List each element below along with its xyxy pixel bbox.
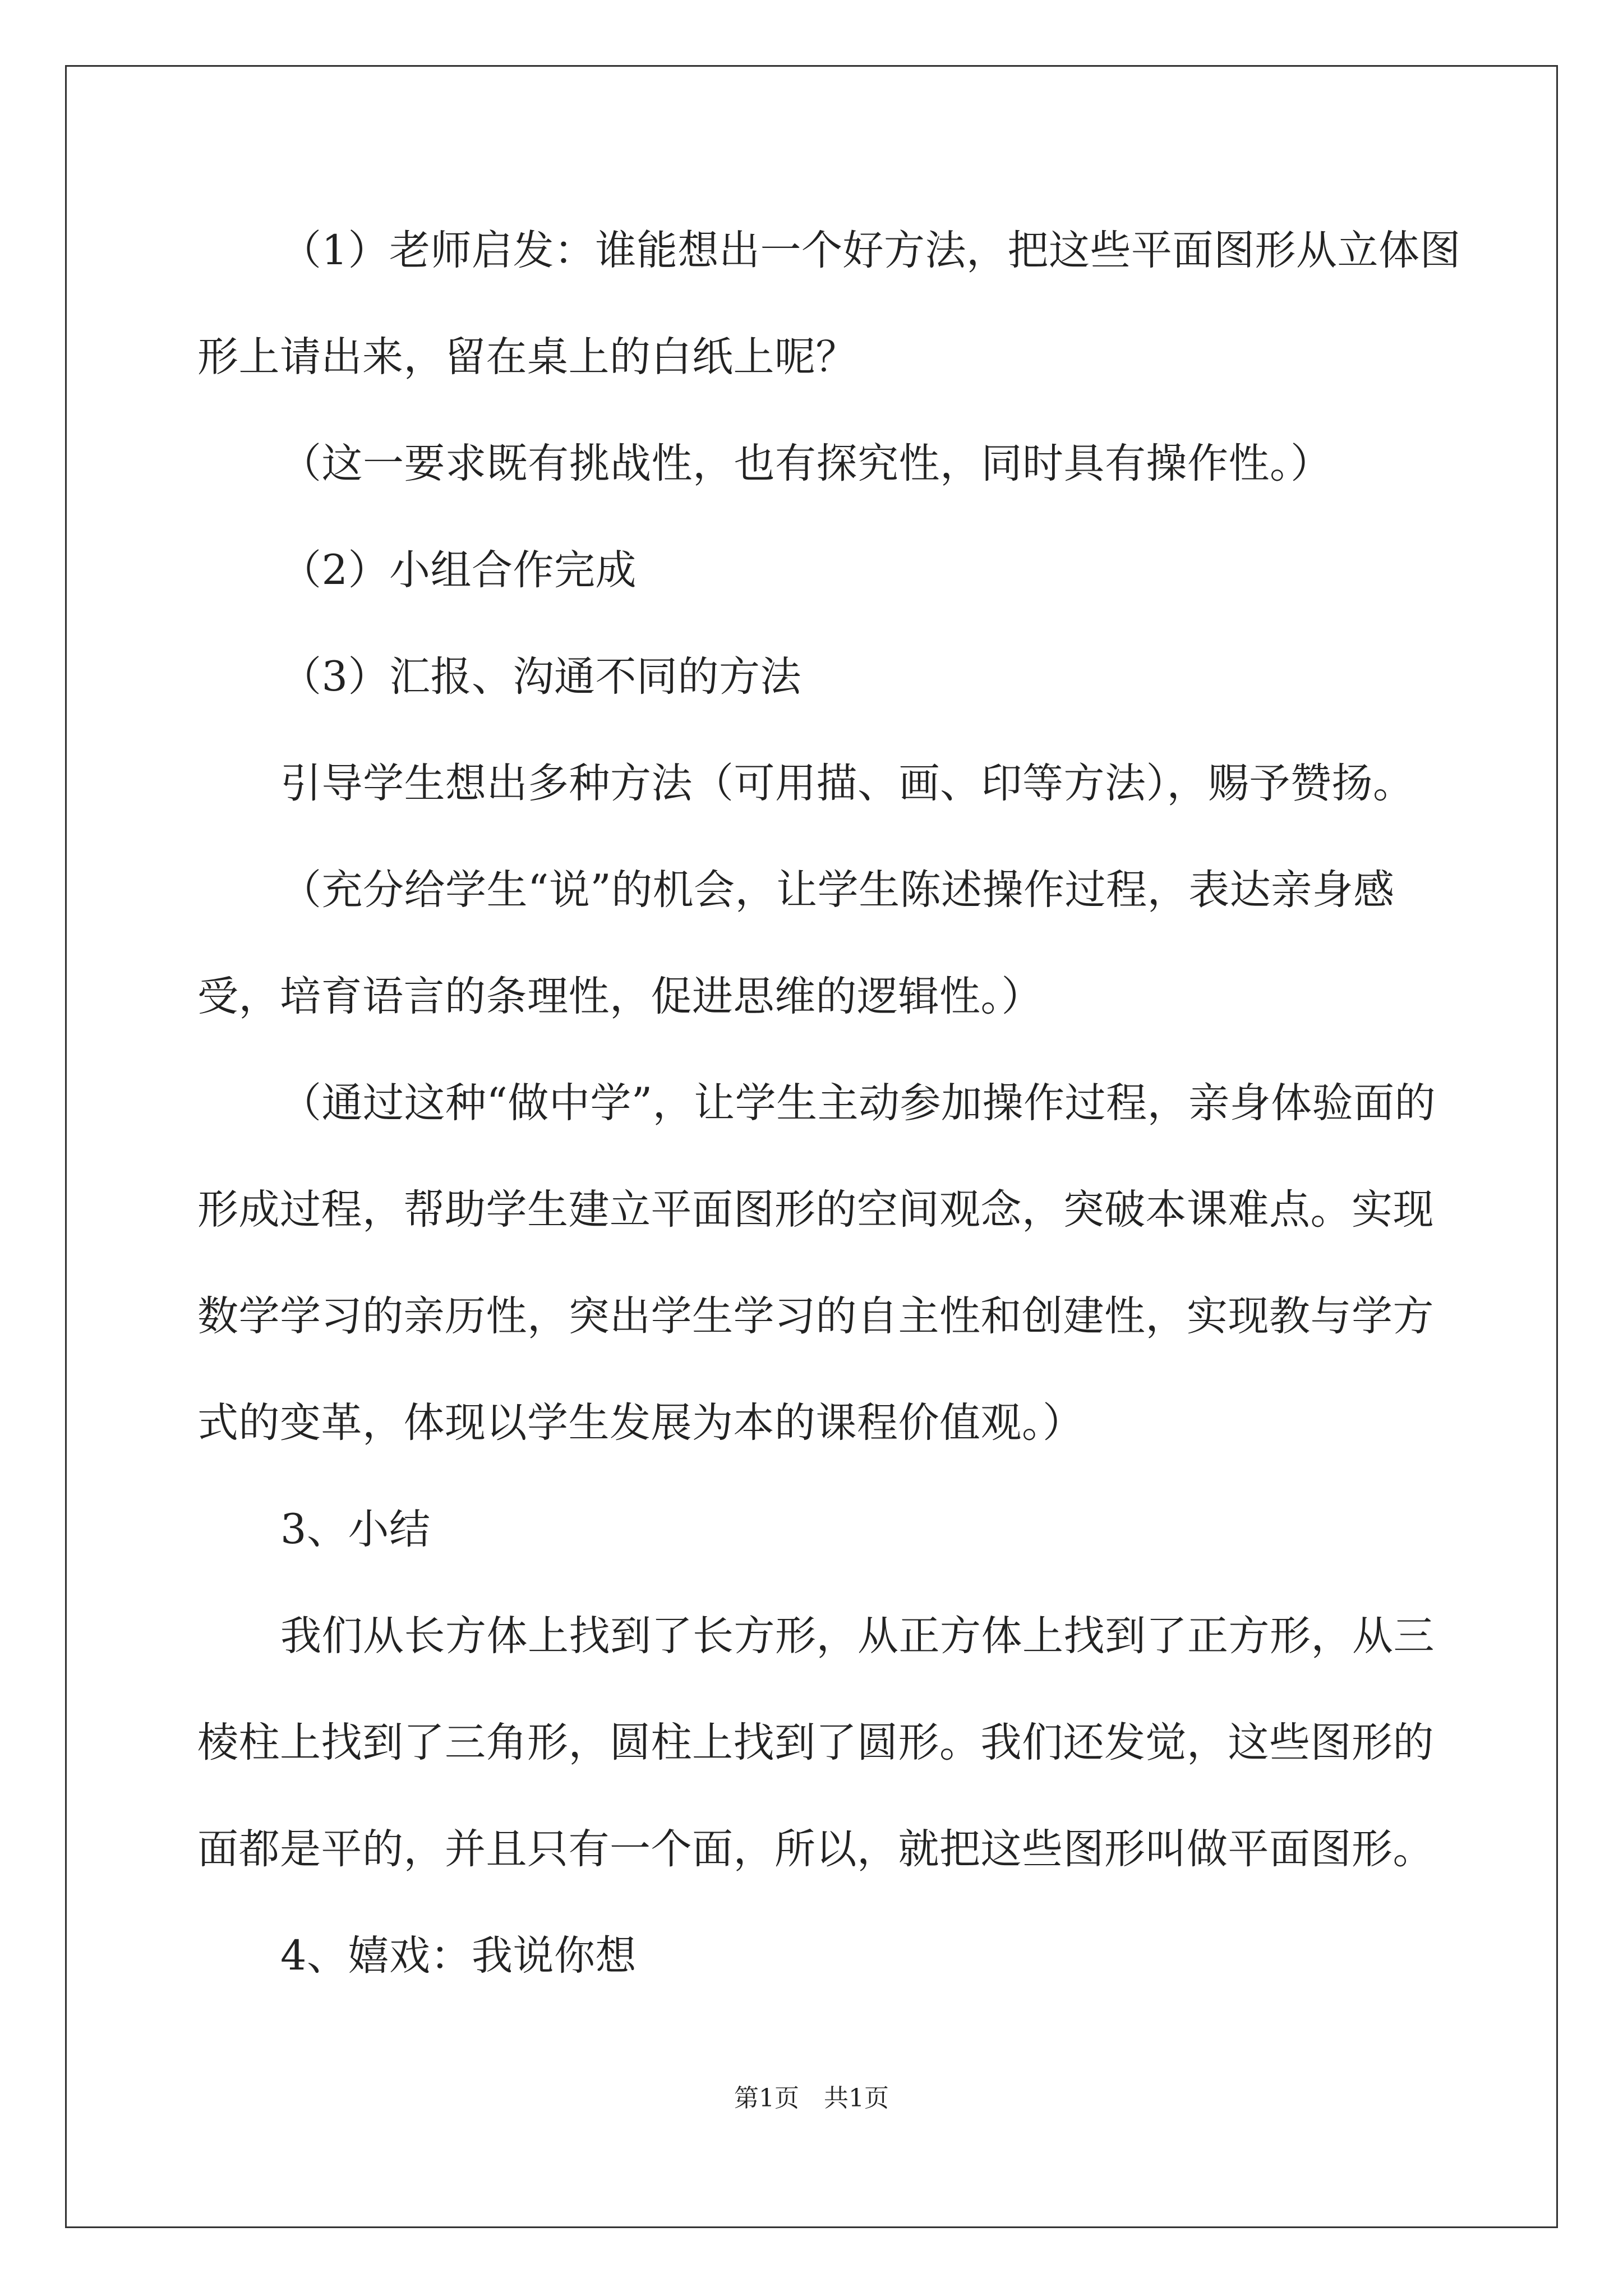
text-line: 数学学习的亲历性，突出学生学习的自主性和创建性，实现教与学方 xyxy=(197,1292,1434,1340)
text-line: 3、小结 xyxy=(280,1506,431,1553)
text-line: 4、嬉戏：我说你想 xyxy=(280,1932,637,1980)
text-line: （通过这种“做中学”，让学生主动参加操作过程，亲身体验面的 xyxy=(280,1079,1436,1127)
text-line: 面都是平的，并且只有一个面，所以，就把这些图形叫做平面图形。 xyxy=(197,1825,1434,1873)
text-line: （这一要求既有挑战性，也有探究性，同时具有操作性。） xyxy=(280,440,1332,487)
text-line: 形上请出来，留在桌上的白纸上呢？ xyxy=(197,333,857,381)
text-line: 引导学生想出多种方法（可用描、画、印等方法），赐予赞扬。 xyxy=(280,760,1414,807)
page-border xyxy=(65,65,1558,2228)
text-line: （1）老师启发：谁能想出一个好方法，把这些平面图形从立体图 xyxy=(280,227,1461,274)
text-line: （2）小组合作完成 xyxy=(280,546,637,594)
text-line: 棱柱上找到了三角形，圆柱上找到了圆形。我们还发觉，这些图形的 xyxy=(197,1719,1434,1766)
text-line: 形成过程，帮助学生建立平面图形的空间观念，突破本课难点。实现 xyxy=(197,1186,1434,1234)
text-line: （3）汇报、沟通不同的方法 xyxy=(280,653,801,701)
text-line: 我们从长方体上找到了长方形，从正方体上找到了正方形，从三 xyxy=(280,1612,1435,1660)
page-footer: 第1页 共1页 xyxy=(734,2084,889,2113)
text-line: 式的变革，体现以学生发展为本的课程价值观。） xyxy=(197,1399,1084,1447)
text-line: （充分给学生“说”的机会，让学生陈述操作过程，表达亲身感 xyxy=(280,866,1395,914)
text-line: 受，培育语言的条理性，促进思维的逻辑性。） xyxy=(197,973,1043,1020)
